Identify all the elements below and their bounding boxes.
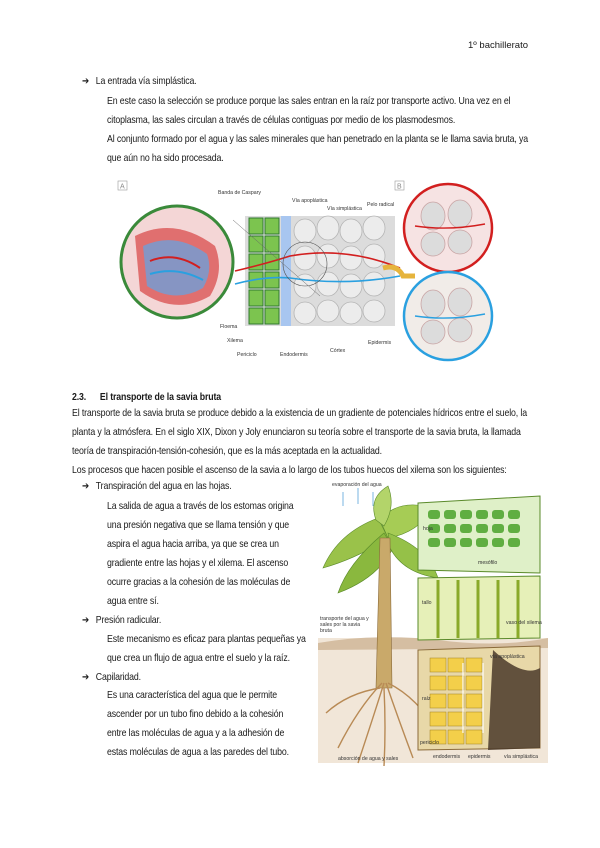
text-line: La salida de agua a través de los estomas origina [107, 501, 294, 512]
text-line: planta y la atmósfera. En el siglo XIX, Dixon y Joly enunciaron su teoría sobre el transporte de la savia bruta, la llamada [72, 427, 521, 438]
text-line: ascender por un tubo fino debido a la cohesión [107, 709, 284, 720]
section-title: El transporte de la savia bruta [99, 392, 222, 403]
arrow-bullet-icon: ➔ [82, 672, 90, 683]
apoplastic-route-label: vía apoplástica [490, 654, 525, 660]
root-hair-label: Pelo radical [367, 202, 395, 208]
transpiration-body [107, 497, 294, 611]
xylem-label: Xilema [227, 338, 243, 344]
text-line: estas moléculas de agua a las paredes del tubo. [107, 747, 289, 758]
text-line: teoría de transpiración-tensión-cohesión, que es la más aceptada en la actualidad. [72, 446, 382, 457]
process-title: Capilaridad. [95, 672, 141, 683]
epidermis-label: Epidermis [368, 340, 392, 346]
pericycle-label: periciclo [420, 740, 440, 746]
panel-b-label: B [397, 183, 402, 191]
endodermis-label: Endodermis [280, 352, 308, 358]
text-line: que crea un flujo de agua entre el suelo y la raíz. [107, 653, 290, 664]
panel-a-label: A [120, 183, 125, 191]
text-line: agua entre sí. [107, 596, 159, 607]
symplastic-body [107, 92, 528, 168]
text-line: una presión negativa que se llama tensión y que [107, 520, 289, 531]
text-line: Este mecanismo es eficaz para plantas pequeñas ya [107, 634, 306, 645]
process-title: Presión radicular. [95, 615, 162, 626]
root-pressure-body [107, 630, 306, 668]
text-line: ocurre gracias a la cohesión de las moléculas de [107, 577, 291, 588]
root-label: raíz [422, 696, 431, 702]
process-root-pressure [82, 611, 161, 630]
text-line: que aún no ha sido procesada. [107, 153, 224, 164]
arrow-bullet-icon: ➔ [82, 481, 90, 492]
symplastic-title: La entrada vía simplástica. [95, 76, 197, 87]
pericycle-label: Periciclo [237, 352, 257, 358]
capillarity-body [107, 686, 289, 762]
stem-label: tallo [422, 600, 432, 606]
text-line: Es una característica del agua que le permite [107, 690, 278, 701]
text-line: aspira el agua hacia arriba, ya que se crea un [107, 539, 279, 550]
text-line: Los procesos que hacen posible el ascenso de la savia a lo largo de los tubos huecos del xilema son los siguientes: [72, 465, 507, 476]
text-line: citoplasma, las sales circulan a través de células contiguas por medio de los plasmodesmos. [107, 115, 456, 126]
section-number: 2.3. [72, 392, 87, 403]
text-line: entre las moléculas de agua y a la adhesión de [107, 728, 285, 739]
arrow-bullet-icon: ➔ [82, 76, 90, 87]
symplastic-route-label: vía simplástica [504, 754, 539, 760]
mesophyll-label: mesófilo [478, 560, 498, 566]
arrow-bullet-icon: ➔ [82, 615, 90, 626]
text-line: En este caso la selección se produce porque las sales entran en la raíz por transporte activo. Una vez en el [107, 96, 511, 107]
apoplastic-route-label: Vía apoplástica [292, 198, 328, 204]
text-line: Al conjunto formado por el agua y las sales minerales que han penetrado en la planta se le llama savia bruta, ya [107, 134, 528, 145]
symplastic-heading [82, 72, 197, 91]
root-transport-figure [115, 176, 500, 368]
text-line: El transporte de la savia bruta se produce debido a la existencia de un gradiente de potenciales hídricos entre el suelo, la [72, 408, 527, 419]
leaf-label: hoja [423, 526, 433, 532]
process-transpiration [82, 477, 232, 496]
absorption-label: absorción de agua y sales [338, 756, 399, 762]
evaporation-label: evaporación del agua [332, 482, 382, 488]
cortex-label: Córtex [330, 348, 346, 354]
phloem-label: Floema [220, 324, 238, 330]
plant-sap-figure [318, 478, 548, 770]
caspary-label: Banda de Caspary [218, 190, 261, 196]
sap-transport-label: transporte del agua y sales por la savia bruta [320, 616, 369, 634]
endodermis-label: endodermis [433, 754, 461, 760]
process-title: Transpiración del agua en las hojas. [95, 481, 232, 492]
section-intro [72, 404, 527, 480]
text-line: gradiente entre las hojas y el xilema. El ascenso [107, 558, 289, 569]
xylem-vessel-label: vaso del xilema [506, 620, 542, 626]
epidermis-label: epidermis [468, 754, 491, 760]
symplastic-route-label: Vía simplástica [327, 206, 362, 212]
process-capillarity [82, 668, 141, 687]
course-header: 1º bachillerato [468, 40, 528, 51]
